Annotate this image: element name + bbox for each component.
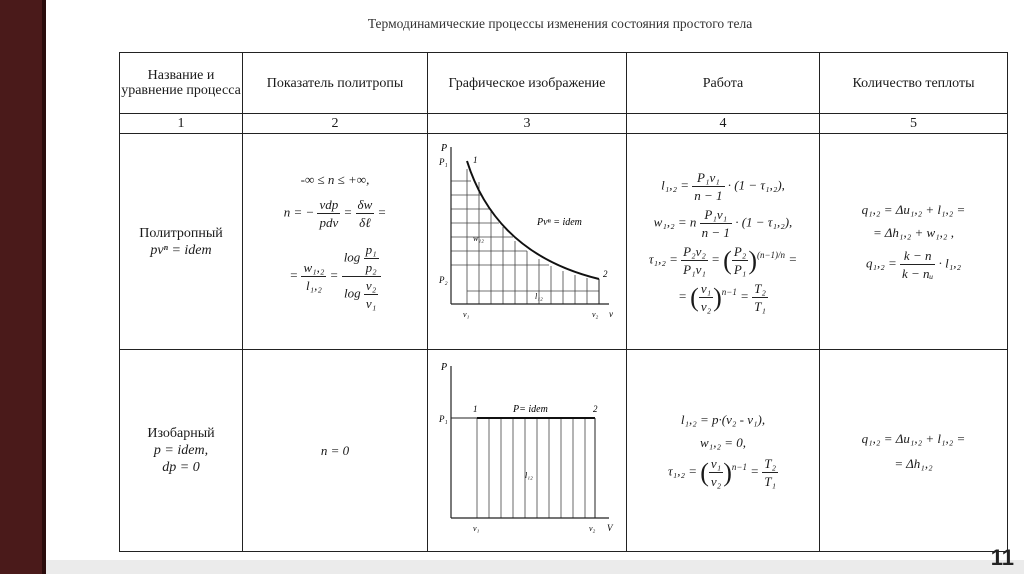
p2-label: P₂ [439, 275, 448, 285]
heat-formula-3: q₁,₂ = $\frac{k - n}{\text{k − nᵤ}}$ · l₁,₂ [865, 248, 962, 281]
slide-left-bar [0, 0, 42, 574]
y-axis-label: P [441, 143, 448, 154]
slide-bottom-strip [46, 560, 1024, 574]
heat-formula-1: q₁,₂ = Δu₁,₂ + l₁,₂ = [861, 430, 966, 446]
heat-q-symbol: q₁,₂ = [865, 255, 897, 271]
work-formula-tau: τ₁,₂ = $\frac{\text{P₂v₂}}{\text{P₁v₁}}$ = ( $\frac{\text{P₂}}{\text{P₁}}$ )$^{(n-1)/n}$ = [648, 243, 798, 277]
p1-label: P₁ [439, 414, 448, 424]
page-number: 11 [990, 545, 1014, 570]
y-axis-label: P [441, 362, 448, 373]
tau-symbol: τ₁,₂ [648, 250, 666, 266]
col-number: 4 [627, 114, 820, 134]
header-heat: Количество теплоты [820, 53, 1008, 114]
polytropic-row [120, 134, 1008, 350]
work-formula-tau: τ₁,₂ = ( $\frac{\text{v₁}}{\text{v₂}}$ )$^{n-1}$ = $\frac{\text{T₂}}{\text{T₁}}$ [668, 456, 776, 489]
p1-label: P₁ [439, 157, 448, 167]
isobaric-pv-diagram [437, 358, 617, 538]
polytropic-pv-diagram [437, 139, 617, 339]
process-name: Изобарный [147, 426, 215, 441]
isobaric-index-cell [243, 350, 428, 552]
page-title: Термодинамические процессы изменения состояния простого тела [367, 16, 753, 31]
header-graph: Графическое изображение [428, 53, 627, 114]
polytropic-graph-cell [428, 134, 627, 350]
isobar-label: P= idem [513, 404, 548, 415]
index-formula-2: = $\frac{\text{w₁,₂}}{\text{l₁,₂}}$ = log $\frac{\text{p₁}}{\text{p₂}}$ log $\frac{\text{v₂}}{\text{v₁}}$ [243, 241, 427, 312]
header-work: Работа [627, 53, 820, 114]
process-equation-diff: dp = 0 [162, 460, 200, 475]
work-w-label: w₁₂ [473, 234, 484, 243]
v2-label: v₂ [589, 524, 596, 533]
index-range: -∞ ≤ n ≤ +∞, [300, 172, 370, 187]
header-row [120, 53, 1008, 114]
polytropic-heat-cell [820, 134, 1008, 350]
v1-label: v₁ [463, 310, 470, 319]
heat-l-term: · l₁,₂ [938, 255, 962, 271]
polytropic-work-cell [627, 134, 820, 350]
v2-label: v₂ [592, 310, 599, 319]
slide-left-bar-edge [42, 0, 46, 574]
work-l-label: l₁₂ [535, 292, 543, 301]
col-number: 5 [820, 114, 1008, 134]
work-l-label: l₁₂ [525, 471, 533, 480]
process-equation: pvⁿ = idem [150, 242, 212, 258]
curve-label: Pvⁿ = idem [537, 217, 582, 228]
col-number: 2 [243, 114, 428, 134]
point-2-label: 2 [593, 404, 598, 414]
col-number: 1 [120, 114, 243, 134]
header-name: Название и уравнение процесса [120, 53, 243, 114]
x-axis-label: V [607, 523, 613, 533]
work-formula-tau-2: = ( $\frac{\text{v₁}}{\text{v₂}}$ )$^{n-1}$ = $\frac{\text{T₂}}{\text{T₁}}$ [678, 280, 766, 314]
work-formula-w: w₁,₂ = 0, [700, 435, 746, 450]
process-equation: p = idem, [153, 443, 209, 458]
work-formula-l: l₁,₂ = $\frac{\text{P₁v₁}}{n - 1}$ · (1 − τ₁,₂), [661, 169, 785, 203]
isobaric-row [120, 350, 1008, 552]
isobaric-name-cell [120, 350, 243, 552]
process-name: Политропный [139, 225, 223, 241]
thermo-processes-table [119, 52, 1008, 552]
point-1-label: 1 [473, 404, 478, 414]
col-number: 3 [428, 114, 627, 134]
point-2-label: 2 [603, 269, 608, 279]
x-axis-label: v [609, 309, 613, 319]
point-1-label: 1 [473, 155, 478, 165]
isobaric-graph-cell [428, 350, 627, 552]
column-number-row [120, 114, 1008, 134]
isobaric-hatching [477, 418, 585, 518]
polytropic-index-cell [243, 134, 428, 350]
index-formula-1: n = − $\frac{\text{vdp}}{\text{pdv}}$ = $\frac{\delta w}{\text{δℓ}}$ = [283, 197, 387, 230]
work-formula-w: w₁,₂ = n $\frac{\text{P₁v₁}}{n - 1}$ · (1 − τ₁,₂), [653, 206, 793, 240]
isobaric-work-cell [627, 350, 820, 552]
isobaric-heat-cell [820, 350, 1008, 552]
heat-formula-1: q₁,₂ = Δu₁,₂ + l₁,₂ = [861, 202, 966, 217]
heat-formula-2: = Δh₁,₂ [894, 455, 933, 471]
polytropic-name-cell [120, 134, 243, 350]
heat-formula-2: = Δh₁,₂ + w₁,₂ , [873, 225, 954, 240]
header-index: Показатель политропы [243, 53, 428, 114]
v1-label: v₁ [473, 524, 480, 533]
isobaric-index: n = 0 [320, 443, 350, 458]
work-formula-l: l₁,₂ = p·(v₂ - v₁), [680, 412, 766, 427]
